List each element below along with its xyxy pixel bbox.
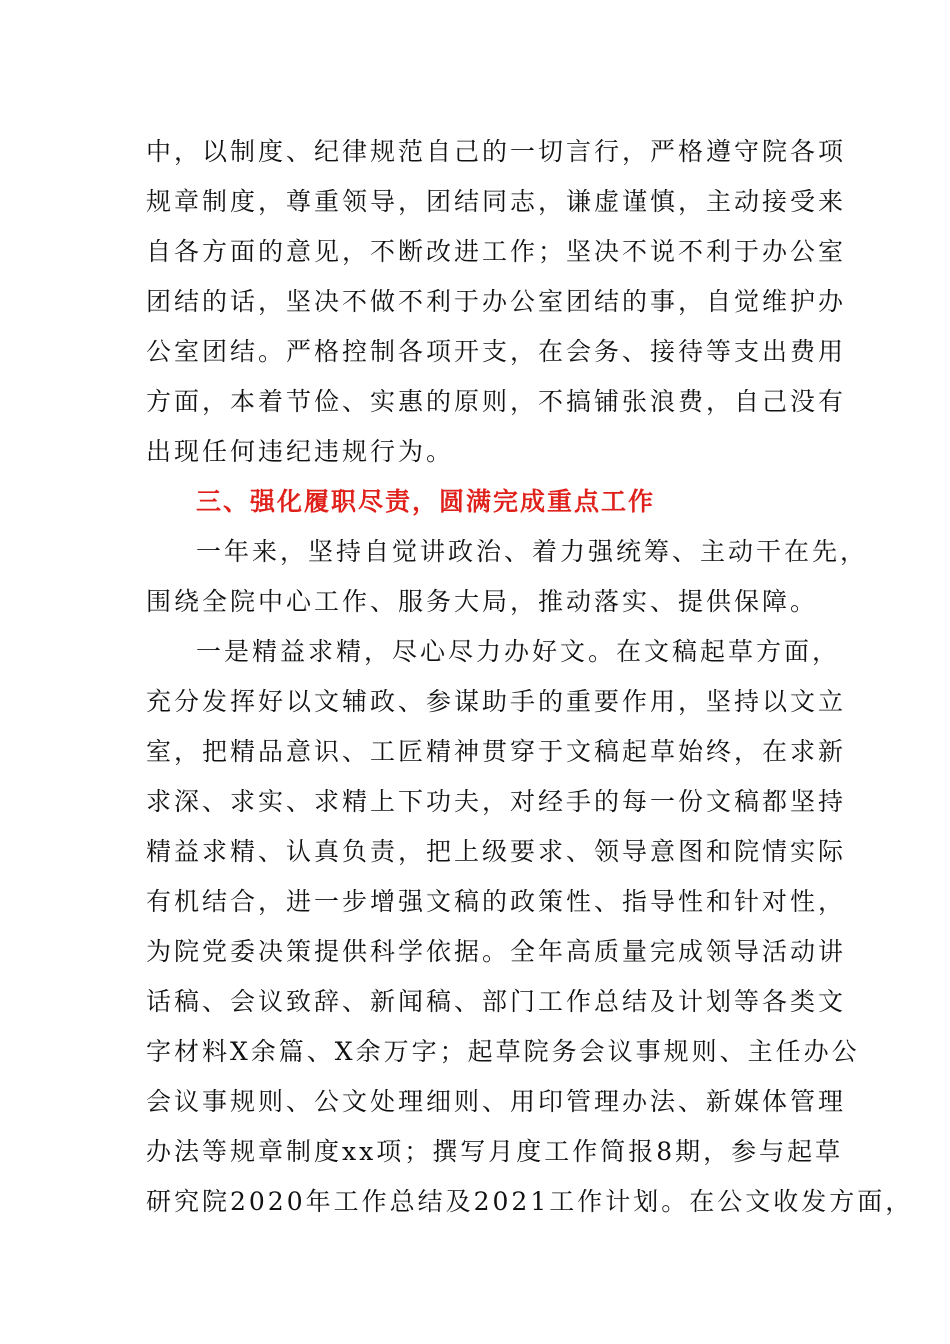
text-line: 有机结合，进一步增强文稿的政策性、指导性和针对性， (146, 887, 847, 916)
text-line: 话稿、会议致辞、新闻稿、部门工作总结及计划等各类文 (146, 987, 847, 1016)
text-line: 室，把精品意识、工匠精神贯穿于文稿起草始终，在求新 (146, 737, 847, 766)
text-line: 公室团结。严格控制各项开支，在会务、接待等支出费用 (146, 337, 847, 366)
text-line: 团结的话，坚决不做不利于办公室团结的事，自觉维护办 (146, 287, 847, 316)
section-heading: 三、强化履职尽责，圆满完成重点工作 (196, 487, 656, 516)
text-line: 方面，本着节俭、实惠的原则，不搞铺张浪费，自己没有 (146, 387, 847, 416)
text-line: 中，以制度、纪律规范自己的一切言行，严格遵守院各项 (146, 137, 847, 166)
text-line: 会议事规则、公文处理细则、用印管理办法、新媒体管理 (146, 1087, 847, 1116)
paragraph-first-line: 一年来，坚持自觉讲政治、着力强统筹、主动干在先， (196, 537, 869, 566)
text-line: 出现任何违纪违规行为。 (146, 437, 455, 466)
text-line: 充分发挥好以文辅政、参谋助手的重要作用，坚持以文立 (146, 687, 847, 716)
text-line: 规章制度，尊重领导，团结同志，谦虚谨慎，主动接受来 (146, 187, 847, 216)
text-line: 为院党委决策提供科学依据。全年高质量完成领导活动讲 (146, 937, 847, 966)
text-line: 自各方面的意见，不断改进工作；坚决不说不利于办公室 (146, 237, 847, 266)
text-line: 围绕全院中心工作、服务大局，推动落实、提供保障。 (146, 587, 819, 616)
paragraph-first-line: 一是精益求精，尽心尽力办好文。在文稿起草方面， (196, 637, 841, 666)
text-line: 求深、求实、求精上下功夫，对经手的每一份文稿都坚持 (146, 787, 847, 816)
text-line: 精益求精、认真负责，把上级要求、领导意图和院情实际 (146, 837, 847, 866)
text-line: 字材料X余篇、X余万字；起草院务会议事规则、主任办公 (146, 1037, 860, 1066)
text-line: 研究院2020年工作总结及2021工作计划。在公文收发方面， (146, 1187, 914, 1216)
text-line: 办法等规章制度xx项；撰写月度工作简报8期，参与起草 (146, 1137, 844, 1166)
